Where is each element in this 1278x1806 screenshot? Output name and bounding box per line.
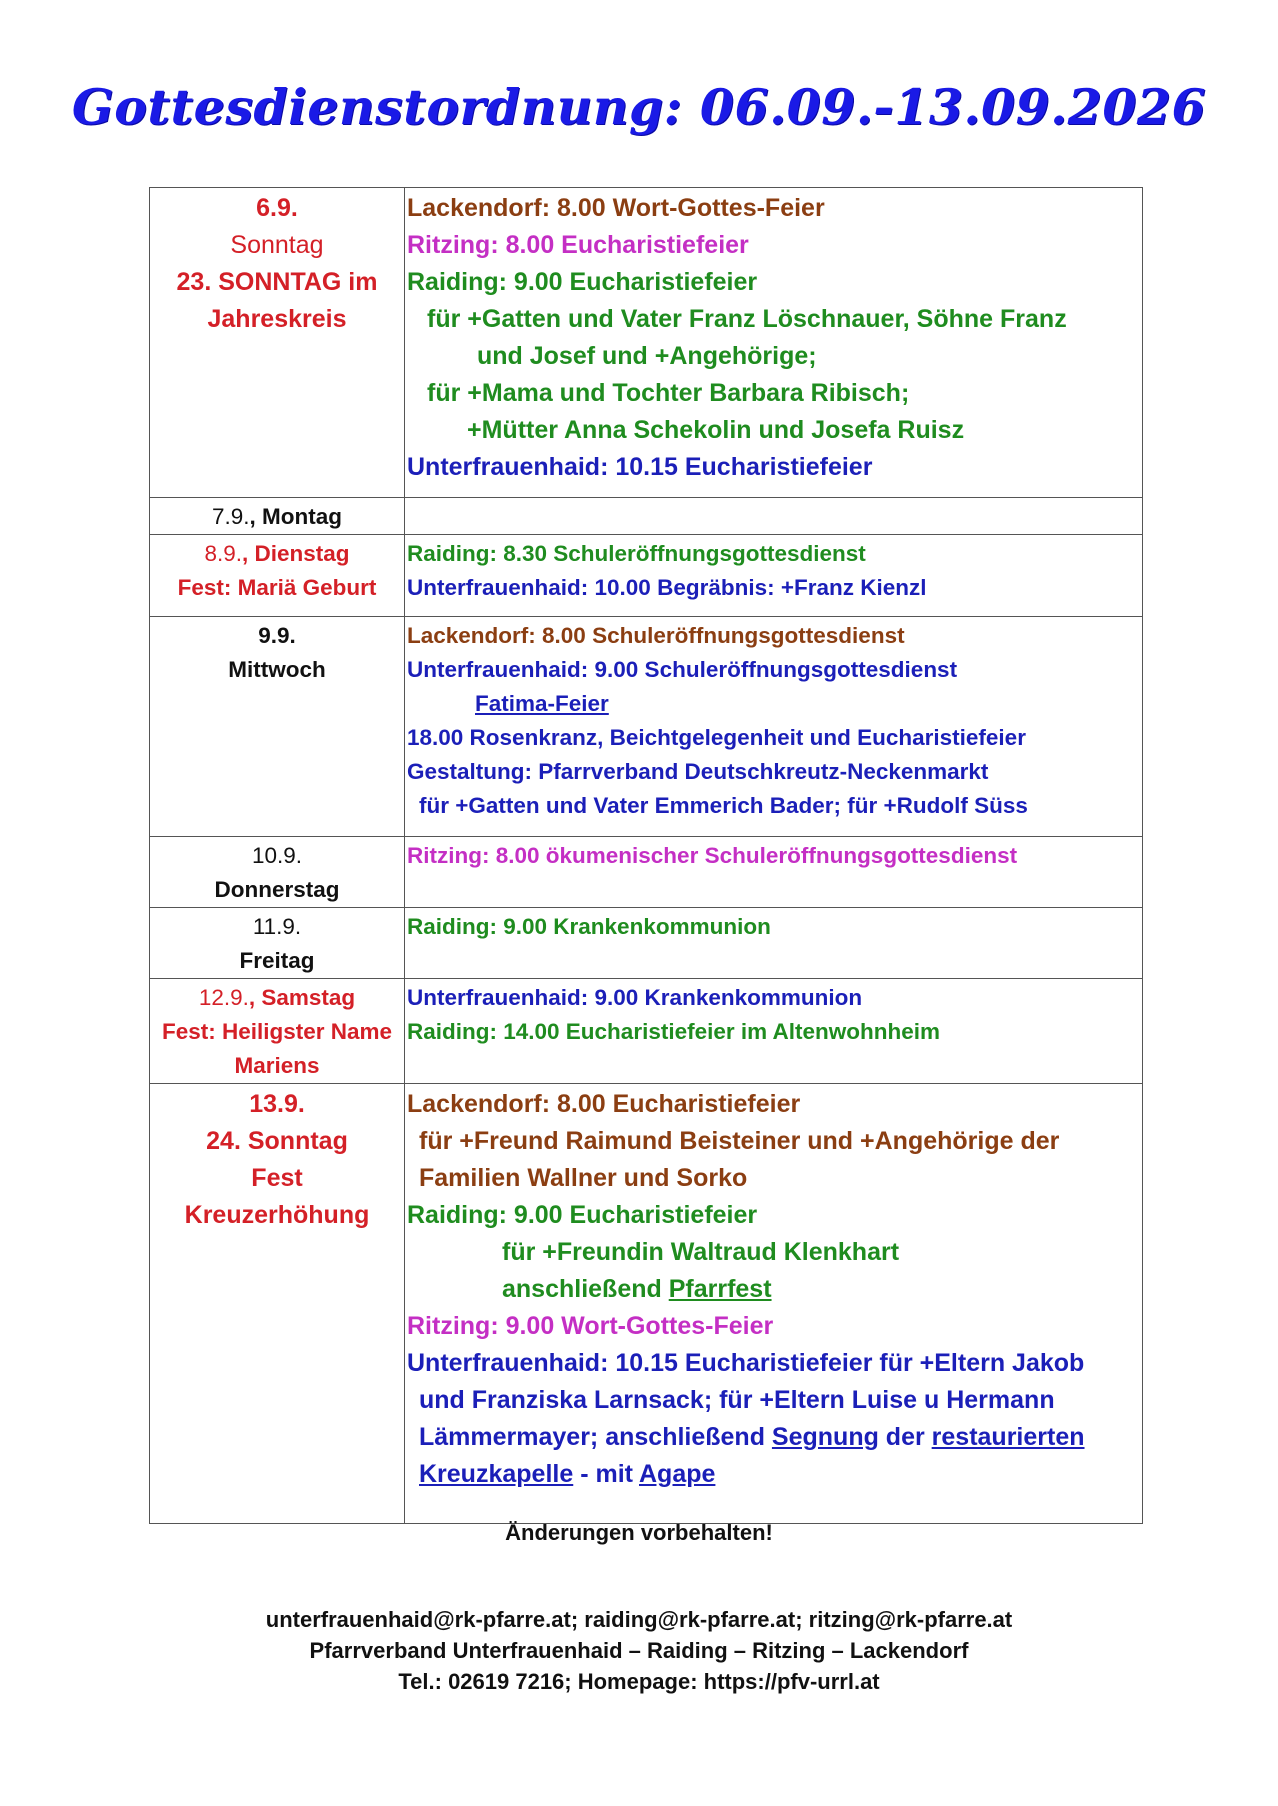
event-line: Ritzing: 8.00 ökumenischer Schuleröffnungsgottesdienst	[407, 843, 1018, 868]
event-line: Unterfrauenhaid: 9.00 Krankenkommunion	[407, 985, 863, 1010]
event-line: Ritzing: 9.00 Wort-Gottes-Feier	[407, 1312, 774, 1340]
date-cell	[150, 837, 405, 908]
date-line: 10.9.	[251, 843, 303, 868]
event-line: Lackendorf: 8.00 Eucharistiefeier	[407, 1090, 801, 1118]
events-cell	[405, 979, 1143, 1084]
event-text: der	[878, 1423, 932, 1451]
table-row	[150, 837, 1143, 908]
date-line: Fest: Heiligster Name	[161, 1019, 393, 1044]
date-line: 9.9.	[258, 623, 296, 648]
date-line: Sonntag	[230, 231, 324, 259]
date-line: 23. SONNTAG im	[176, 268, 378, 296]
date-line: Freitag	[239, 948, 315, 973]
date-line: 13.9.	[249, 1090, 305, 1118]
date-line: Jahreskreis	[207, 305, 347, 333]
event-line: Lackendorf: 8.00 Wort-Gottes-Feier	[407, 194, 825, 222]
event-line: und Franziska Larnsack; für +Eltern Luise u Hermann	[419, 1386, 1055, 1414]
date-cell	[150, 617, 405, 837]
date-line	[150, 537, 404, 571]
table-row	[150, 498, 1143, 535]
event-line: Unterfrauenhaid: 9.00 Schuleröffnungsgottesdienst	[407, 657, 958, 682]
event-line: Raiding: 9.00 Eucharistiefeier	[407, 1201, 758, 1229]
event-text: - mit	[573, 1460, 639, 1488]
weekday: , Montag	[249, 504, 342, 529]
event-line: Raiding: 9.00 Krankenkommunion	[407, 914, 771, 939]
event-line: für +Gatten und Vater Franz Löschnauer, Söhne Franz	[427, 305, 1067, 333]
event-line: Fatima-Feier	[475, 691, 609, 716]
event-line: Ritzing: 8.00 Eucharistiefeier	[407, 231, 749, 259]
date-number: 7.9.	[211, 504, 250, 529]
date-cell	[150, 908, 405, 979]
date-line: 11.9.	[252, 914, 302, 939]
footer-contact: Tel.: 02619 7216; Homepage: https://pfv-urrl.at	[398, 1669, 880, 1694]
events-cell	[405, 535, 1143, 617]
segnung-link: Segnung	[771, 1423, 879, 1451]
restaurierten-link: restaurierten	[931, 1423, 1085, 1451]
weekday: , Dienstag	[242, 541, 350, 566]
events-cell	[405, 1084, 1143, 1524]
date-line: Kreuzerhöhung	[184, 1201, 370, 1229]
page-title: Gottesdienstordnung: 06.09.-13.09.2026	[71, 78, 1207, 136]
agape-link: Agape	[639, 1460, 716, 1488]
event-line: Gestaltung: Pfarrverband Deutschkreutz-Neckenmarkt	[407, 759, 989, 784]
pfarrfest-link: Pfarrfest	[668, 1275, 772, 1303]
table-row	[150, 188, 1143, 498]
table-row	[150, 617, 1143, 837]
event-text: anschließend	[502, 1275, 669, 1303]
event-line: Unterfrauenhaid: 10.15 Eucharistiefeier für +Eltern Jakob	[407, 1349, 1085, 1377]
date-line	[150, 500, 404, 534]
date-line: Mittwoch	[228, 657, 326, 682]
schedule-table	[149, 187, 1143, 1524]
date-number: 12.9.	[198, 985, 249, 1010]
date-number: 8.9.	[204, 541, 242, 566]
event-line	[407, 1271, 1142, 1308]
date-line: 6.9.	[256, 194, 298, 222]
date-line	[150, 981, 404, 1015]
date-cell	[150, 1084, 405, 1524]
date-cell	[150, 535, 405, 617]
event-line: für +Freund Raimund Beisteiner und +Angehörige der	[419, 1127, 1060, 1155]
event-line: für +Gatten und Vater Emmerich Bader; für +Rudolf Süss	[419, 793, 1028, 818]
event-line: 18.00 Rosenkranz, Beichtgelegenheit und Eucharistiefeier	[407, 725, 1026, 750]
date-line: Mariens	[234, 1053, 320, 1078]
table-row	[150, 1084, 1143, 1524]
table-row	[150, 908, 1143, 979]
date-cell	[150, 498, 405, 535]
changes-note: Änderungen vorbehalten!	[505, 1520, 773, 1545]
event-line	[407, 1419, 1142, 1456]
weekday: , Samstag	[248, 985, 356, 1010]
date-line: Donnerstag	[214, 877, 340, 902]
table-row	[150, 979, 1143, 1084]
footer	[0, 1604, 1278, 1697]
events-cell	[405, 498, 1143, 535]
date-line: 24. Sonntag	[206, 1127, 348, 1155]
footer-association: Pfarrverband Unterfrauenhaid – Raiding – Ritzing – Lackendorf	[309, 1638, 969, 1663]
footer-emails: unterfrauenhaid@rk-pfarre.at; raiding@rk-pfarre.at; ritzing@rk-pfarre.at	[265, 1607, 1013, 1632]
event-line: für +Mama und Tochter Barbara Ribisch;	[427, 379, 910, 407]
event-line: +Mütter Anna Schekolin und Josefa Ruisz	[467, 416, 965, 444]
events-cell	[405, 188, 1143, 498]
event-line: und Josef und +Angehörige;	[477, 342, 817, 370]
date-line: Fest: Mariä Geburt	[177, 575, 377, 600]
event-line: Raiding: 9.00 Eucharistiefeier	[407, 268, 758, 296]
event-line: Raiding: 14.00 Eucharistiefeier im Altenwohnheim	[407, 1019, 941, 1044]
event-line: Lackendorf: 8.00 Schuleröffnungsgottesdienst	[407, 623, 905, 648]
event-line	[407, 1456, 1142, 1493]
events-cell	[405, 908, 1143, 979]
date-cell	[150, 188, 405, 498]
event-line: Unterfrauenhaid: 10.00 Begräbnis: +Franz Kienzl	[407, 575, 927, 600]
event-line: Familien Wallner und Sorko	[419, 1164, 748, 1192]
event-line: Raiding: 8.30 Schuleröffnungsgottesdienst	[407, 541, 866, 566]
event-line: für +Freundin Waltraud Klenkhart	[502, 1238, 900, 1266]
date-line: Fest	[251, 1164, 303, 1192]
event-line: Unterfrauenhaid: 10.15 Eucharistiefeier	[407, 453, 873, 481]
kreuzkapelle-link: Kreuzkapelle	[419, 1460, 574, 1488]
table-row	[150, 535, 1143, 617]
events-cell	[405, 837, 1143, 908]
date-cell	[150, 979, 405, 1084]
event-text: Lämmermayer; anschließend	[419, 1423, 772, 1451]
events-cell	[405, 617, 1143, 837]
